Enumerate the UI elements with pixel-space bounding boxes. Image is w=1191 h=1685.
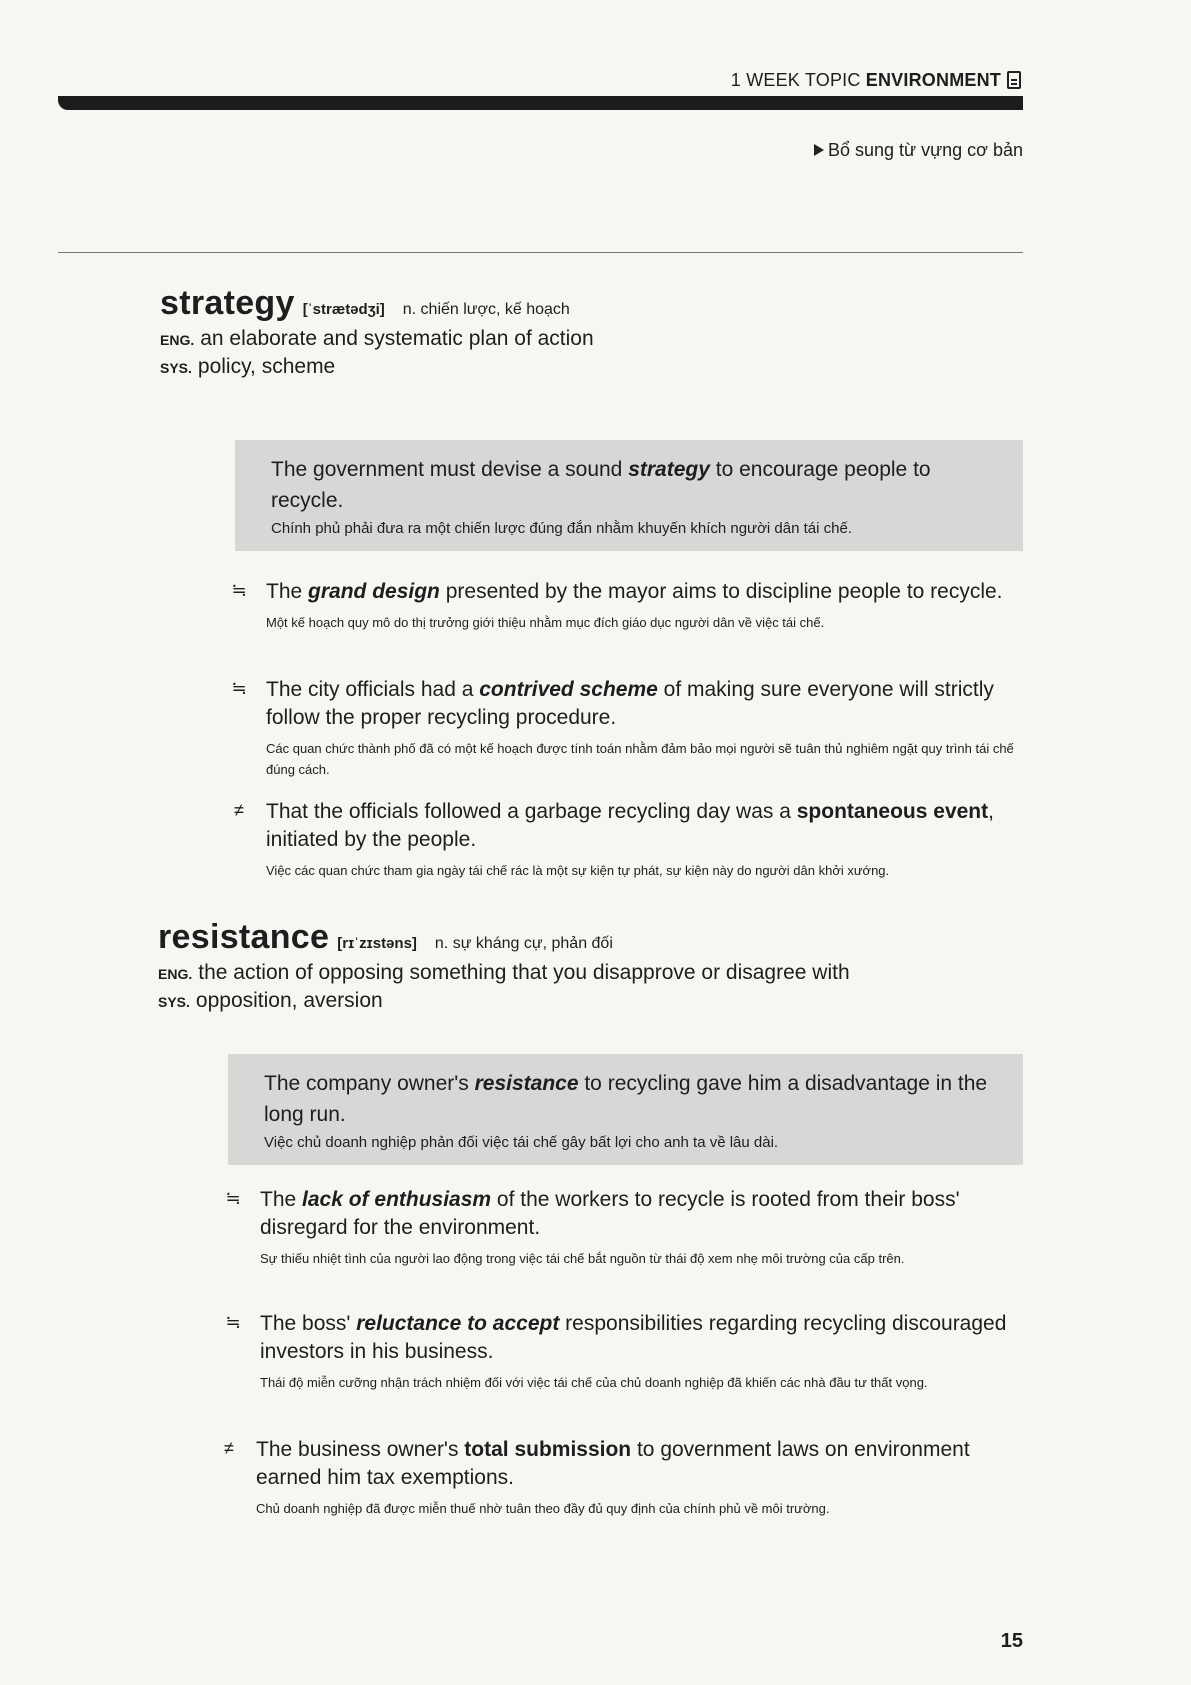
example-text: The company owner's	[264, 1072, 475, 1095]
related-example	[230, 676, 1023, 780]
document-icon	[1007, 71, 1021, 89]
related-text: That the officials followed a garbage recycling day was a	[266, 800, 797, 823]
approx-equal-icon: ≒	[225, 1312, 241, 1332]
synonyms-line	[158, 989, 1023, 1013]
header-topic: ENVIRONMENT	[865, 70, 1001, 90]
related-text: presented by the mayor aims to discipline people to recycle.	[439, 580, 1003, 603]
related-vietnamese: Một kế hoạch quy mô do thị trưởng giới thiệu nhằm mục đích giáo dục người dân về việc tái chế.	[266, 615, 825, 630]
example-text: to recycling gave him a disadvantage in the long run.	[264, 1072, 988, 1126]
header-prefix: 1 WEEK TOPIC	[730, 70, 866, 90]
related-term: grand design	[308, 580, 440, 603]
definition-line	[158, 961, 1023, 985]
definition: an elaborate and systematic plan of action	[200, 327, 594, 350]
pronunciation: [rɪˈzɪstəns]	[337, 935, 417, 952]
related-example	[224, 1186, 1023, 1269]
related-english	[260, 1186, 1023, 1242]
subheading-text: Bổ sung từ vựng cơ bản	[827, 140, 1023, 160]
related-text: The	[266, 580, 309, 603]
not-equal-icon: ≠	[234, 800, 244, 820]
related-text: The boss'	[260, 1312, 357, 1335]
part-of-speech-meaning: n. chiến lược, kế hoạch	[402, 301, 570, 318]
related-vietnamese: Chủ doanh nghiệp đã được miễn thuế nhờ tuân theo đầy đủ quy định của chính phủ về môi trường.	[256, 1501, 830, 1516]
synonyms: policy, scheme	[197, 355, 336, 378]
related-term: lack of enthusiasm	[302, 1188, 492, 1211]
example-text: The government must devise a sound	[271, 458, 629, 481]
eng-tag: ENG.	[160, 332, 195, 348]
related-english	[266, 676, 1023, 732]
example-term: resistance	[474, 1072, 579, 1095]
not-equal-icon: ≠	[224, 1438, 234, 1458]
example-term: strategy	[628, 458, 710, 481]
sys-tag: SYS.	[160, 360, 192, 376]
related-text: , initiated by the people.	[266, 800, 994, 851]
definition: the action of opposing something that you disapprove or disagree with	[198, 961, 850, 984]
related-vietnamese: Sự thiếu nhiệt tình của người lao động trong việc tái chế bắt nguồn từ thái độ xem nhẹ môi trường của cấp trên.	[260, 1251, 905, 1266]
related-term: spontaneous event	[796, 800, 989, 823]
related-vietnamese: Việc các quan chức tham gia ngày tái chế rác là một sự kiện tự phát, sự kiện này do người dân khởi xướng.	[266, 863, 890, 878]
related-example	[230, 578, 1023, 633]
related-antonym	[220, 1436, 1023, 1519]
example-text: to encourage people to recycle.	[271, 458, 931, 512]
approx-equal-icon: ≒	[231, 580, 247, 600]
approx-equal-icon: ≒	[225, 1188, 241, 1208]
related-text: The	[260, 1188, 303, 1211]
eng-tag: ENG.	[158, 966, 193, 982]
related-text: of the workers to recycle is rooted from their boss' disregard for the environment.	[260, 1188, 960, 1239]
related-text: The business owner's	[256, 1438, 465, 1461]
related-text: to government laws on environment earned him tax exemptions.	[256, 1438, 970, 1489]
related-antonym	[230, 798, 1023, 881]
related-text: of making sure everyone will strictly follow the proper recycling procedure.	[266, 678, 994, 729]
triangle-bullet-icon	[814, 144, 824, 156]
header-bar	[58, 96, 1023, 110]
related-english	[256, 1436, 1023, 1492]
related-term: reluctance to accept	[356, 1312, 560, 1335]
example-english	[264, 1068, 1003, 1130]
related-term: total submission	[464, 1438, 632, 1461]
entry-strategy	[160, 284, 1023, 379]
definition-line	[160, 327, 1023, 351]
headword: strategy	[160, 284, 295, 322]
related-vietnamese: Các quan chức thành phố đã có một kế hoạch được tính toán nhằm đảm bảo mọi người sẽ tuân thủ nghiêm ngặt quy trình tái chế đúng cách.	[266, 741, 1014, 777]
synonyms-line	[160, 355, 1023, 379]
page-number: 15	[1000, 1630, 1023, 1652]
example-vietnamese: Việc chủ doanh nghiệp phản đối việc tái chế gây bất lợi cho anh ta về lâu dài.	[264, 1134, 779, 1151]
related-english	[260, 1310, 1023, 1366]
example-box	[235, 440, 1023, 551]
related-text: The city officials had a	[266, 678, 480, 701]
section-divider	[58, 252, 1023, 253]
section-subheading	[814, 140, 1023, 161]
running-header	[731, 70, 1021, 91]
related-text: responsibilities regarding recycling discouraged investors in his business.	[260, 1312, 1007, 1363]
synonyms: opposition, aversion	[195, 989, 383, 1012]
related-english	[266, 578, 1023, 606]
approx-equal-icon: ≒	[231, 678, 247, 698]
related-term: contrived scheme	[479, 678, 658, 701]
part-of-speech-meaning: n. sự kháng cự, phản đối	[434, 935, 613, 952]
entry-resistance	[158, 918, 1023, 1013]
pronunciation: [ˈstrætədʒi]	[302, 301, 385, 318]
example-english	[271, 454, 1003, 516]
sys-tag: SYS.	[158, 994, 190, 1010]
related-example	[224, 1310, 1023, 1393]
example-vietnamese: Chính phủ phải đưa ra một chiến lược đúng đắn nhằm khuyến khích người dân tái chế.	[271, 520, 852, 537]
related-vietnamese: Thái độ miễn cưỡng nhận trách nhiệm đối với việc tái chế của chủ doanh nghiệp đã khiến các nhà đầu tư thất vọng.	[260, 1375, 928, 1390]
related-english	[266, 798, 1023, 854]
example-box	[228, 1054, 1023, 1165]
headword: resistance	[158, 918, 330, 956]
